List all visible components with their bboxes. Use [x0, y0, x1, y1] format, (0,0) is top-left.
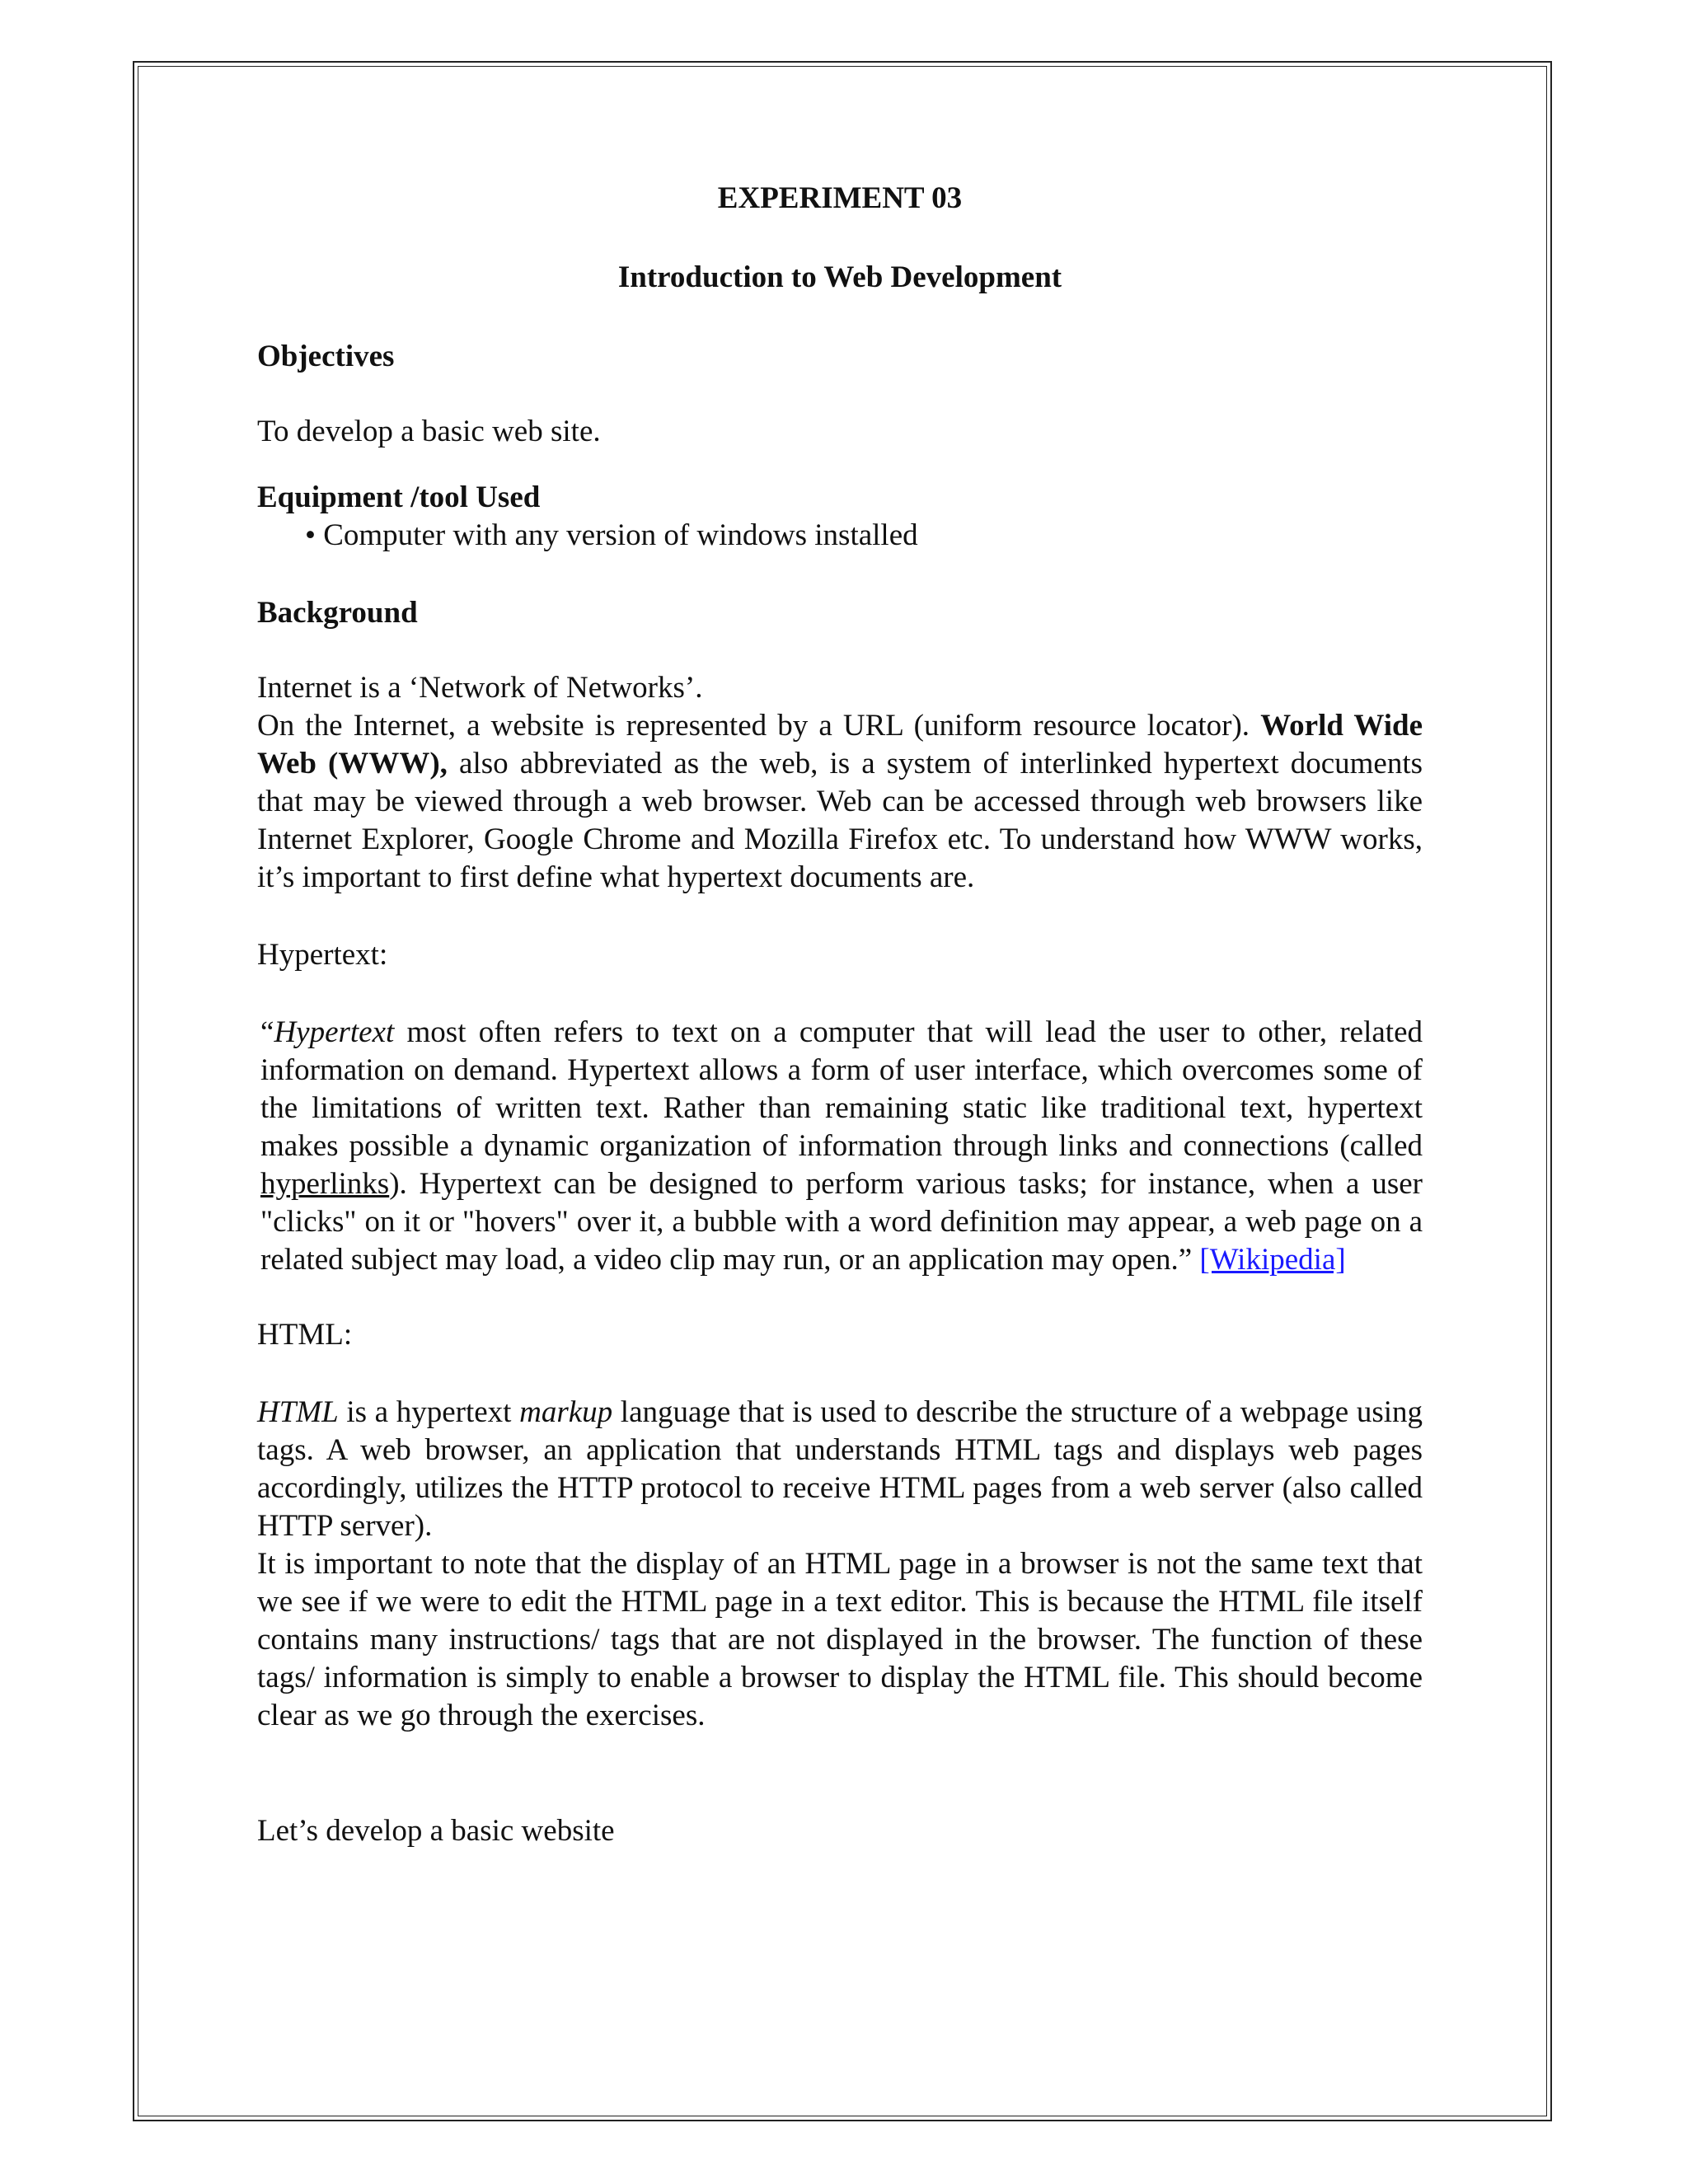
hypertext-text-b: ). Hypertext can be designed to perform various tasks; for instance, when a user "clicks" on it or "hovers" over it, a bubble with a word definition may appear, a web page on a related subject may load, a video clip may run, or an application may open.”	[260, 1167, 1423, 1277]
objectives-heading: Objectives	[257, 340, 395, 373]
hyperlinks-underlined-term: hyperlinks	[260, 1167, 390, 1201]
html-text-a: is a hypertext	[338, 1395, 520, 1429]
wikipedia-link[interactable]: [Wikipedia]	[1199, 1243, 1346, 1277]
background-para-start: On the Internet, a website is represented by a URL (uniform resource locator).	[257, 709, 1261, 743]
document-subtitle: Introduction to Web Development	[617, 260, 1062, 294]
objectives-text: To develop a basic web site.	[257, 415, 601, 448]
background-line1: Internet is a ‘Network of Networks’.	[257, 671, 703, 705]
background-paragraph	[257, 707, 1423, 897]
hypertext-text-a: most often refers to text on a computer that will lead the user to other, related information on demand. Hypertext allows a form of user interface, which overcomes some of the limitations of written text. Rather than remaining static like traditional text, hypertext makes possible a dynamic organization of information through links and connections (called	[260, 1015, 1423, 1163]
quote-open-mark: “	[260, 1015, 274, 1049]
markup-italic-term: markup	[519, 1395, 613, 1429]
html-italic-term: HTML	[257, 1395, 339, 1429]
hypertext-italic-term: Hypertext	[274, 1015, 395, 1049]
hypertext-quote-paragraph	[257, 1014, 1423, 1279]
www-bold-term: World Wide Web (WWW),	[257, 709, 1423, 780]
closing-line: Let’s develop a basic website	[257, 1814, 615, 1848]
html-text-b: language that is used to describe the structure of a webpage using tags. A web browser, an application that understands HTML tags and displays web pages accordingly, utilizes the HTTP protocol to receive HTML pages from a web server (also called HTTP server).	[257, 1395, 1423, 1543]
equipment-heading: Equipment /tool Used	[257, 480, 541, 514]
background-heading: Background	[257, 596, 418, 630]
document-body	[257, 180, 1423, 1850]
html-paragraph-1	[257, 1394, 1423, 1545]
equipment-item-text: Computer with any version of windows installed	[323, 518, 918, 552]
equipment-list-item	[257, 517, 1423, 555]
html-label: HTML:	[257, 1318, 353, 1352]
hypertext-label: Hypertext:	[257, 938, 388, 972]
bullet-icon: •	[305, 518, 316, 552]
experiment-title: EXPERIMENT 03	[717, 181, 963, 215]
html-paragraph-2: It is important to note that the display of an HTML page in a browser is not the same text that we see if we were to edit the HTML page in a text editor. This is because the HTML file itself contains many instructions/ tags that are not displayed in the browser. The function of these tags/ information is simply to enable a browser to display the HTML file. This should become clear as we go through the exercises.	[257, 1547, 1423, 1732]
background-para-rest: also abbreviated as the web, is a system of interlinked hypertext documents that may be viewed through a web browser. Web can be accessed through web browsers like Internet Explorer, Google Chrome and Mozilla Firefox etc. To understand how WWW works, it’s important to first define what hypertext documents are.	[257, 747, 1423, 894]
